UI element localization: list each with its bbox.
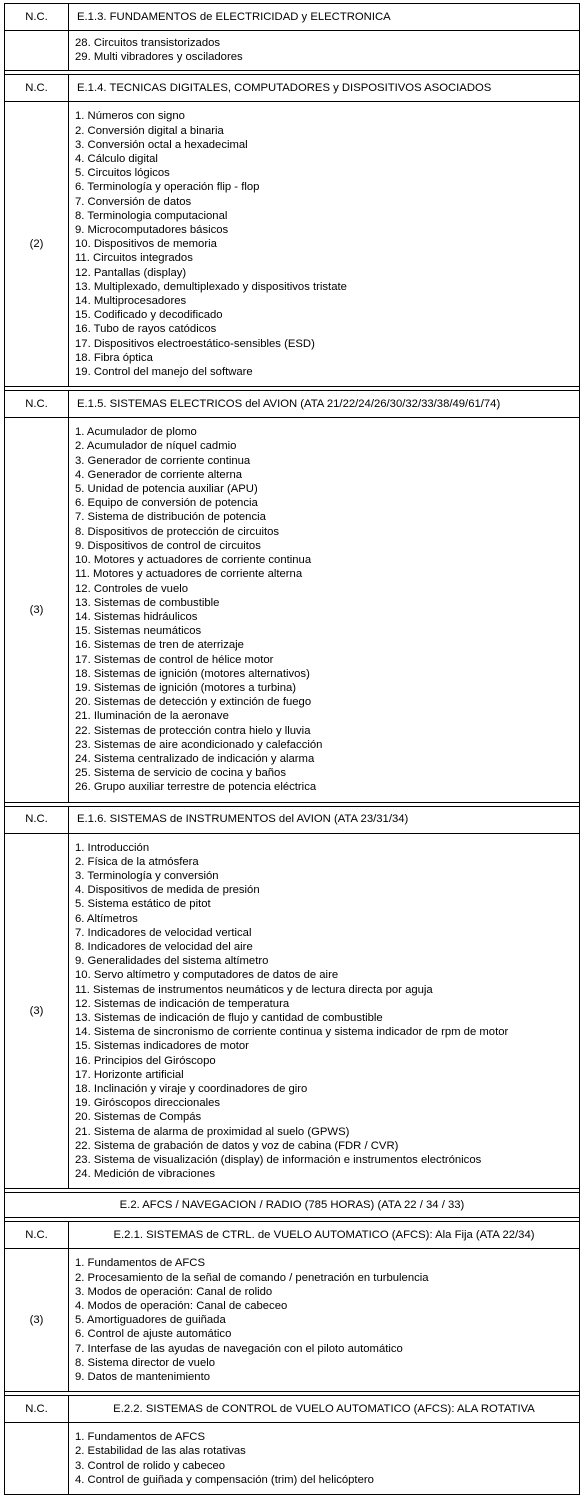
list-item: 13. Sistemas de indicación de flujo y cantidad de combustible <box>75 1011 383 1024</box>
list-item: 24. Medición de vibraciones <box>75 1168 216 1181</box>
section-title: E.1.6. SISTEMAS de INSTRUMENTOS del AVION (ATA 23/31/34) <box>69 806 580 833</box>
list-item: 18. Inclinación y viraje y coordinadores de giro <box>75 1083 308 1095</box>
list-item: 5. Circuitos lógicos <box>75 167 170 180</box>
nc-header: N.C. <box>5 391 69 418</box>
section-items-row <box>5 1423 580 1495</box>
list-item: 8. Dispositivos de protección de circuitos <box>75 525 280 538</box>
section-title: E.1.4. TECNICAS DIGITALES, COMPUTADORES y DISPOSITIVOS ASOCIADOS <box>69 75 580 102</box>
list-item: 13. Sistemas de combustible <box>75 596 220 609</box>
list-item: 22. Sistema de grabación de datos y voz de cabina (FDR / CVR) <box>75 1139 399 1152</box>
section-header-row <box>5 806 580 833</box>
item-list <box>69 1423 580 1495</box>
item-list <box>69 1249 580 1392</box>
list-item: 15. Sistemas indicadores de motor <box>75 1040 249 1053</box>
list-item: 18. Sistemas de ignición (motores alternativos) <box>75 667 310 680</box>
list-item: 8. Indicadores de velocidad del aire <box>75 940 253 953</box>
list-item: 14. Sistema de sincronismo de corriente continua y sistema indicador de rpm de motor <box>75 1026 509 1039</box>
section-header-row <box>5 4 580 31</box>
syllabus-document <box>4 3 580 1495</box>
nc-header: N.C. <box>5 4 69 31</box>
list-item: 26. Grupo auxiliar terrestre de potencia eléctrica <box>75 781 317 794</box>
nc-header: N.C. <box>5 1222 69 1249</box>
list-item: 6. Altímetros <box>75 912 138 925</box>
list-item: 9. Datos de mantenimiento <box>75 1371 211 1384</box>
list-item: 15. Codificado y decodificado <box>75 309 223 322</box>
list-item: 16. Principios del Giróscopo <box>75 1054 216 1067</box>
list-item: 13. Multiplexado, demultiplexado y dispositivos tristate <box>75 280 347 293</box>
list-item: 7. Interfase de las ayudas de navegación con el piloto automático <box>75 1342 403 1355</box>
list-item: 17. Sistemas de control de hélice motor <box>75 653 274 666</box>
part-banner-row <box>5 1193 580 1218</box>
list-item: 6. Control de ajuste automático <box>75 1328 232 1341</box>
list-item: 2. Física de la atmósfera <box>75 855 199 868</box>
list-item: 3. Modos de operación: Canal de rolido <box>75 1285 273 1298</box>
section-header-row <box>5 1396 580 1423</box>
list-item: 6. Terminología y operación flip - flop <box>75 181 260 194</box>
list-item: 20. Sistemas de Compás <box>75 1111 202 1124</box>
list-item: 9. Dispositivos de control de circuitos <box>75 539 261 552</box>
section-items-row <box>5 31 580 71</box>
list-item: 2. Acumulador de níquel cadmio <box>75 440 237 453</box>
list-item: 7. Conversión de datos <box>75 195 192 208</box>
list-item: 10. Dispositivos de memoria <box>75 238 217 251</box>
level-cell: (3) <box>5 418 69 802</box>
list-item: 11. Motores y actuadores de corriente alterna <box>75 568 303 581</box>
list-item: 1. Fundamentos de AFCS <box>75 1257 205 1270</box>
list-item: 19. Control del manejo del software <box>75 366 253 379</box>
list-item: 25. Sistema de servicio de cocina y baños <box>75 767 286 780</box>
list-item: 4. Modos de operación: Canal de cabeceo <box>75 1300 288 1313</box>
list-item: 1. Acumulador de plomo <box>75 426 197 439</box>
list-item: 12. Controles de vuelo <box>75 582 189 595</box>
item-list <box>69 833 580 1189</box>
list-item: 21. Sistema de alarma de proximidad al suelo (GPWS) <box>75 1125 350 1138</box>
syllabus-table <box>4 3 580 1495</box>
list-item: 22. Sistemas de protección contra hielo y lluvia <box>75 724 311 737</box>
nc-header: N.C. <box>5 1396 69 1423</box>
section-header-row <box>5 391 580 418</box>
list-item: 2. Conversión digital a binaria <box>75 124 224 137</box>
level-cell <box>5 31 69 71</box>
list-item: 14. Sistemas hidráulicos <box>75 610 198 623</box>
list-item: 7. Sistema de distribución de potencia <box>75 511 266 524</box>
level-cell: (3) <box>5 1249 69 1392</box>
list-item: 20. Sistemas de detección y extinción de fuego <box>75 696 312 709</box>
nc-header: N.C. <box>5 806 69 833</box>
list-item: 12. Pantallas (display) <box>75 266 187 279</box>
list-item: 4. Control de guiñada y compensación (trim) del helicóptero <box>75 1473 374 1486</box>
list-item: 3. Control de rolido y cabeceo <box>75 1459 226 1472</box>
list-item: 17. Horizonte artificial <box>75 1068 184 1081</box>
list-item: 5. Amortiguadores de guiñada <box>75 1314 226 1327</box>
list-item: 24. Sistema centralizado de indicación y alarma <box>75 752 315 765</box>
list-item: 10. Motores y actuadores de corriente continua <box>75 554 312 567</box>
list-item: 8. Sistema director de vuelo <box>75 1356 216 1369</box>
list-item: 28. Circuitos transistorizados <box>75 37 221 49</box>
list-item: 3. Conversión octal a hexadecimal <box>75 138 248 151</box>
list-item: 4. Cálculo digital <box>75 153 158 166</box>
list-item: 23. Sistema de visualización (display) de información e instrumentos electrónicos <box>75 1154 482 1167</box>
section-header-row <box>5 1222 580 1249</box>
list-item: 9. Microcomputadores básicos <box>75 224 229 237</box>
list-item: 14. Multiprocesadores <box>75 295 187 308</box>
list-item: 5. Sistema estático de pitot <box>75 898 211 911</box>
list-item: 1. Fundamentos de AFCS <box>75 1431 205 1444</box>
level-cell: (3) <box>5 833 69 1189</box>
list-item: 18. Fibra óptica <box>75 351 153 364</box>
list-item: 4. Dispositivos de medida de presión <box>75 884 260 897</box>
part-banner: E.2. AFCS / NAVEGACION / RADIO (785 HORAS) (ATA 22 / 34 / 33) <box>5 1193 580 1218</box>
list-item: 17. Dispositivos electroestático-sensibles (ESD) <box>75 337 315 350</box>
list-item: 3. Generador de corriente continua <box>75 454 251 467</box>
list-item: 5. Unidad de potencia auxiliar (APU) <box>75 483 258 496</box>
list-item: 7. Indicadores de velocidad vertical <box>75 926 252 939</box>
list-item: 2. Estabilidad de las alas rotativas <box>75 1445 246 1458</box>
nc-header: N.C. <box>5 75 69 102</box>
section-header-row <box>5 75 580 102</box>
list-item: 11. Sistemas de instrumentos neumáticos y de lectura directa por aguja <box>75 983 433 996</box>
list-item: 19. Giróscopos direccionales <box>75 1097 221 1110</box>
list-item: 11. Circuitos integrados <box>75 252 193 265</box>
list-item: 21. Iluminación de la aeronave <box>75 710 229 723</box>
list-item: 29. Multi vibradores y osciladores <box>75 51 243 64</box>
section-items-row <box>5 418 580 802</box>
list-item: 15. Sistemas neumáticos <box>75 625 202 638</box>
list-item: 8. Terminologia computacional <box>75 209 228 222</box>
section-items-row <box>5 833 580 1189</box>
section-title: E.1.5. SISTEMAS ELECTRICOS del AVION (ATA 21/22/24/26/30/32/33/38/49/61/74) <box>69 391 580 418</box>
list-item: 3. Terminología y conversión <box>75 869 219 882</box>
list-item: 23. Sistemas de aire acondicionado y calefacción <box>75 738 323 751</box>
level-cell: (2) <box>5 102 69 387</box>
list-item: 16. Sistemas de tren de aterrizaje <box>75 639 244 652</box>
list-item: 6. Equipo de conversión de potencia <box>75 497 258 510</box>
item-list <box>69 102 580 387</box>
item-list <box>69 31 580 71</box>
list-item: 1. Introducción <box>75 841 150 854</box>
list-item: 16. Tubo de rayos catódicos <box>75 323 217 336</box>
section-title: E.2.2. SISTEMAS de CONTROL de VUELO AUTOMATICO (AFCS): ALA ROTATIVA <box>69 1396 580 1423</box>
level-cell <box>5 1423 69 1495</box>
list-item: 1. Números con signo <box>75 110 185 123</box>
item-list <box>69 418 580 802</box>
list-item: 4. Generador de corriente alterna <box>75 468 243 481</box>
section-title: E.1.3. FUNDAMENTOS de ELECTRICIDAD y ELECTRONICA <box>69 4 580 31</box>
list-item: 19. Sistemas de ignición (motores a turbina) <box>75 681 297 694</box>
list-item: 9. Generalidades del sistema altímetro <box>75 955 269 968</box>
list-item: 2. Procesamiento de la señal de comando / penetración en turbulencia <box>75 1271 429 1284</box>
section-items-row <box>5 102 580 387</box>
list-item: 12. Sistemas de indicación de temperatura <box>75 997 290 1010</box>
list-item: 10. Servo altímetro y computadores de datos de aire <box>75 969 339 982</box>
section-items-row <box>5 1249 580 1392</box>
section-title: E.2.1. SISTEMAS de CTRL. de VUELO AUTOMATICO (AFCS): Ala Fija (ATA 22/34) <box>69 1222 580 1249</box>
